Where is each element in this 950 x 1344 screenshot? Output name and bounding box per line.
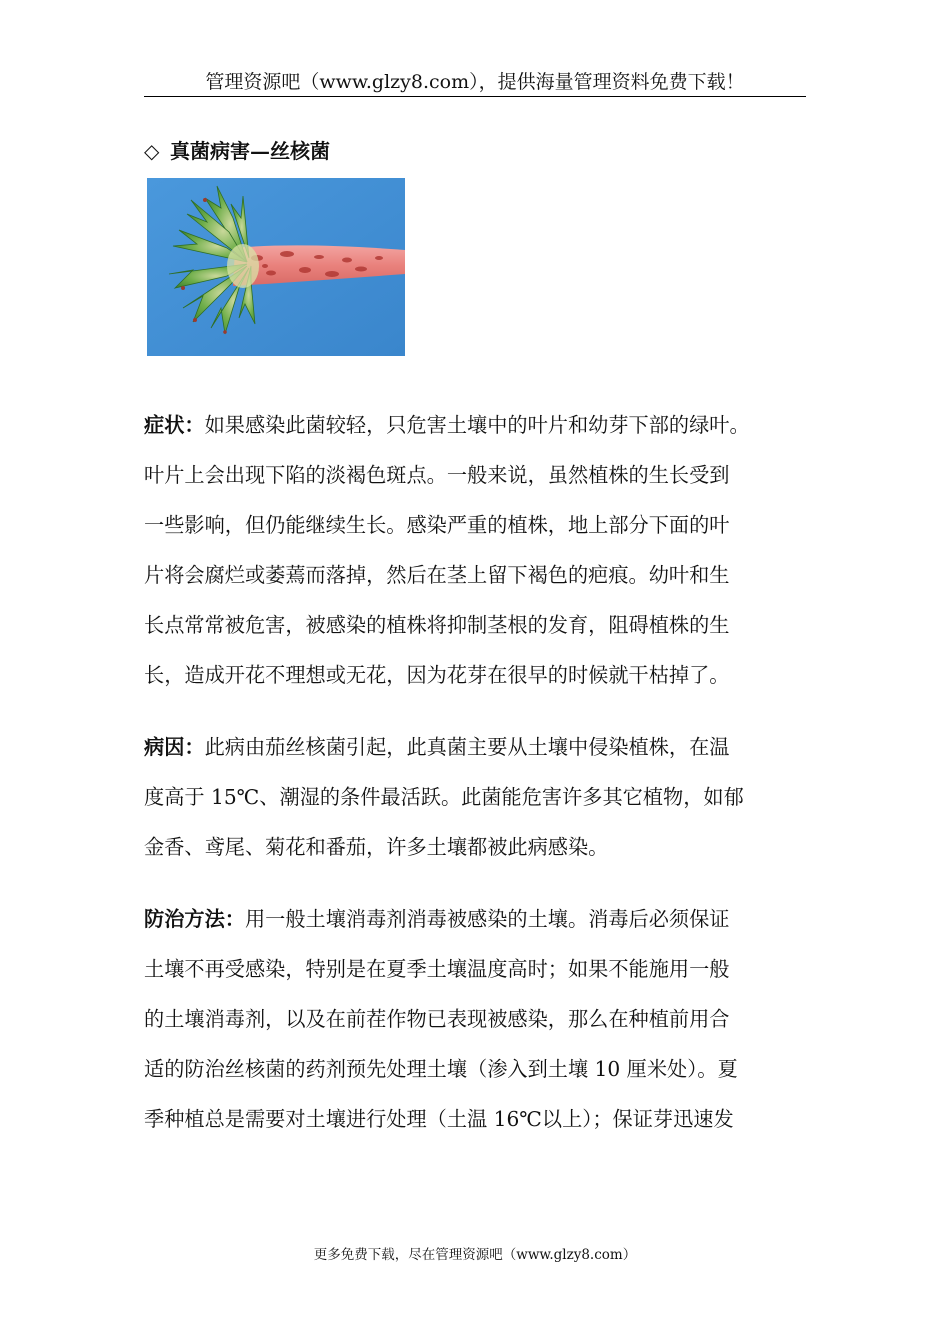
control-line-5: 季种植总是需要对土壤进行处理（土温 16℃以上）；保证芽迅速发: [144, 1107, 734, 1131]
header-divider: [144, 96, 806, 97]
symptoms-text-1: 如果感染此菌较轻，只危害土壤中的叶片和幼芽下部的绿叶。: [204, 413, 750, 437]
symptoms-line-6: 长，造成开花不理想或无花，因为花芽在很早的时候就干枯掉了。: [144, 663, 730, 687]
page-footer: 更多免费下载，尽在管理资源吧（www.glzy8.com）: [313, 1247, 637, 1263]
control-label: 防治方法：: [144, 907, 245, 931]
page-header: 管理资源吧（www.glzy8.com），提供海量管理资料免费下载！: [205, 71, 745, 93]
rhizoctonia-infected-plant-photo: [147, 178, 405, 356]
cause-paragraph: [144, 722, 816, 872]
section-title: [144, 136, 330, 166]
control-line-1: [144, 894, 816, 944]
cause-line-3: 金香、鸢尾、菊花和番茄，许多土壤都被此病感染。: [144, 835, 609, 859]
control-line-3: 的土壤消毒剂，以及在前茬作物已表现被感染，那么在种植前用合: [144, 1007, 730, 1031]
control-paragraph: [144, 894, 816, 1144]
symptoms-line-3: 一些影响，但仍能继续生长。感染严重的植株，地上部分下面的叶: [144, 513, 730, 537]
symptoms-line-2: 叶片上会出现下陷的淡褐色斑点。一般来说，虽然植株的生长受到: [144, 463, 730, 487]
diamond-bullet-icon: ◇: [144, 139, 160, 163]
control-text-1: 用一般土壤消毒剂消毒被感染的土壤。消毒后必须保证: [244, 907, 730, 931]
symptoms-line-5: 长点常常被危害，被感染的植株将抑制茎根的发育，阻碍植株的生: [144, 613, 730, 637]
cause-text-1: 此病由茄丝核菌引起，此真菌主要从土壤中侵染植株，在温: [204, 735, 730, 759]
symptoms-line-1: [144, 400, 816, 450]
cause-line-2: 度高于 15℃、潮湿的条件最活跃。此菌能危害许多其它植物，如郁: [144, 785, 744, 809]
section-title-text: 真菌病害—丝核菌: [170, 139, 330, 163]
symptoms-label: 症状：: [144, 413, 205, 437]
cause-line-1: [144, 722, 816, 772]
control-line-4: 适的防治丝核菌的药剂预先处理土壤（渗入到土壤 10 厘米处）。夏: [144, 1057, 738, 1081]
control-line-2: 土壤不再受感染，特别是在夏季土壤温度高时；如果不能施用一般: [144, 957, 730, 981]
symptoms-paragraph: [144, 400, 816, 700]
cause-label: 病因：: [144, 735, 205, 759]
symptoms-line-4: 片将会腐烂或萎蔫而落掉，然后在茎上留下褐色的疤痕。幼叶和生: [144, 563, 730, 587]
